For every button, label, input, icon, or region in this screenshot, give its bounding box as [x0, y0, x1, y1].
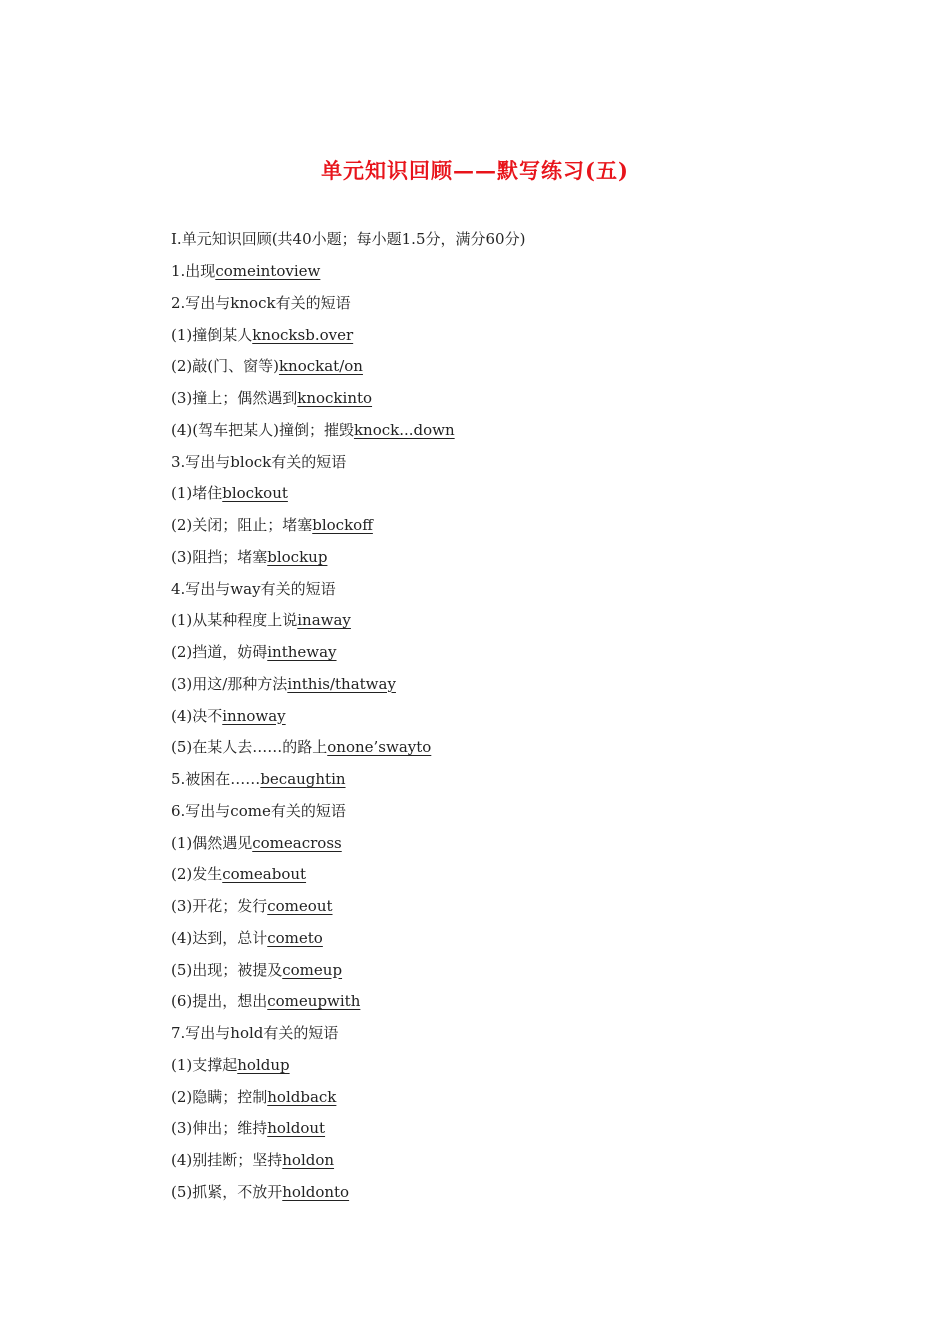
- item-prompt: (2)关闭；阻止；堵塞: [171, 516, 313, 534]
- item-prompt: (1)偶然遇见: [171, 833, 253, 852]
- item-answer: blockout: [222, 484, 288, 503]
- item-prompt: (3)伸出；维持: [171, 1119, 268, 1138]
- item-answer: comeabout: [222, 865, 307, 884]
- item-prompt: (3)阻挡；堵塞: [171, 547, 268, 566]
- item-answer: innoway: [222, 706, 286, 725]
- item-answer: inthis/thatway: [287, 674, 396, 693]
- item-prompt: (3)用这/那种方法: [171, 674, 288, 693]
- section-heading: Ⅰ.单元知识回顾(共40小题；每小题1.5分，满分60分): [171, 230, 526, 248]
- item-answer: comeintoview: [215, 262, 321, 280]
- item-answer: onone’swayto: [327, 738, 432, 757]
- item-answer: comeup: [282, 960, 343, 979]
- exercise-item: [171, 608, 455, 640]
- item-answer: knockinto: [297, 389, 373, 407]
- item-answer: blockup: [267, 547, 328, 566]
- exercise-item: [171, 831, 455, 863]
- item-prompt: (4)(驾车把某人)撞倒；摧毁: [171, 420, 354, 439]
- exercise-item: [171, 386, 455, 418]
- item-answer: holdon: [282, 1151, 335, 1169]
- item-prompt: (2)隐瞒；控制: [171, 1087, 268, 1106]
- exercise-item: [171, 259, 455, 291]
- exercise-item: [171, 1021, 455, 1053]
- page-title: 单元知识回顾——默写练习(五): [321, 158, 629, 183]
- exercise-item: [171, 767, 455, 799]
- exercise-item: [171, 1085, 455, 1117]
- item-answer: intheway: [267, 643, 337, 661]
- exercise-item: [171, 894, 455, 926]
- exercise-item: [171, 1116, 455, 1148]
- exercise-item: [171, 862, 455, 894]
- item-answer: comeout: [267, 897, 333, 915]
- exercise-item: [171, 640, 455, 672]
- item-prompt: 1.出现: [171, 262, 216, 280]
- exercise-item: [171, 545, 455, 577]
- exercise-item: [171, 958, 455, 990]
- exercise-item: [171, 799, 455, 831]
- item-prompt: (5)抓紧，不放开: [171, 1182, 283, 1201]
- item-answer: knocksb.over: [252, 325, 354, 344]
- exercise-item: [171, 704, 455, 736]
- exercise-item: [171, 1180, 455, 1212]
- item-answer: holdup: [237, 1055, 290, 1074]
- item-prompt: (3)开花；发行: [171, 897, 268, 915]
- item-answer: knock...down: [353, 420, 455, 439]
- exercise-item: [171, 735, 455, 767]
- item-prompt: (1)撞倒某人: [171, 325, 253, 344]
- exercise-item: [171, 513, 455, 545]
- item-prompt: (6)提出，想出: [171, 992, 268, 1011]
- item-prompt: (3)撞上；偶然遇到: [171, 389, 298, 407]
- exercise-item: [171, 577, 455, 609]
- exercise-item: [171, 926, 455, 958]
- item-answer: comeacross: [252, 833, 342, 852]
- exercise-item: [171, 354, 455, 386]
- item-prompt: (4)别挂断；坚持: [171, 1151, 283, 1169]
- item-prompt: 7.写出与hold有关的短语: [171, 1024, 339, 1042]
- exercise-item: [171, 450, 455, 482]
- item-prompt: (5)出现；被提及: [171, 960, 283, 979]
- exercise-item: [171, 418, 455, 450]
- item-prompt: (1)堵住: [171, 484, 223, 503]
- item-prompt: (5)在某人去……的路上: [171, 738, 328, 757]
- exercise-item: [171, 481, 455, 513]
- exercise-item: [171, 291, 455, 323]
- item-prompt: (1)从某种程度上说: [171, 611, 298, 630]
- item-answer: becaughtin: [260, 770, 346, 788]
- item-answer: comeupwith: [267, 992, 361, 1011]
- item-prompt: 3.写出与block有关的短语: [171, 452, 347, 471]
- item-prompt: (2)敲(门、窗等): [171, 357, 279, 376]
- exercise-item: [171, 672, 455, 704]
- exercise-item: [171, 989, 455, 1021]
- exercise-item: [171, 323, 455, 355]
- exercise-item: [171, 1148, 455, 1180]
- item-answer: blockoff: [312, 516, 373, 534]
- item-prompt: (4)达到，总计: [171, 928, 268, 947]
- item-answer: inaway: [297, 611, 351, 630]
- item-answer: knockat/on: [278, 357, 363, 376]
- item-prompt: 4.写出与way有关的短语: [171, 579, 336, 598]
- item-answer: holdback: [267, 1087, 337, 1106]
- item-prompt: 5.被困在……: [171, 770, 261, 788]
- item-prompt: (2)发生: [171, 865, 223, 884]
- item-prompt: 6.写出与come有关的短语: [171, 801, 346, 820]
- item-answer: holdout: [267, 1119, 326, 1138]
- exercise-item: [171, 1053, 455, 1085]
- exercise-list: [171, 259, 455, 1212]
- item-prompt: (1)支撑起: [171, 1055, 238, 1074]
- item-prompt: 2.写出与knock有关的短语: [171, 293, 351, 312]
- item-answer: cometo: [267, 928, 323, 947]
- item-answer: holdonto: [282, 1182, 350, 1201]
- item-prompt: (4)决不: [171, 706, 223, 725]
- item-prompt: (2)挡道，妨碍: [171, 643, 268, 661]
